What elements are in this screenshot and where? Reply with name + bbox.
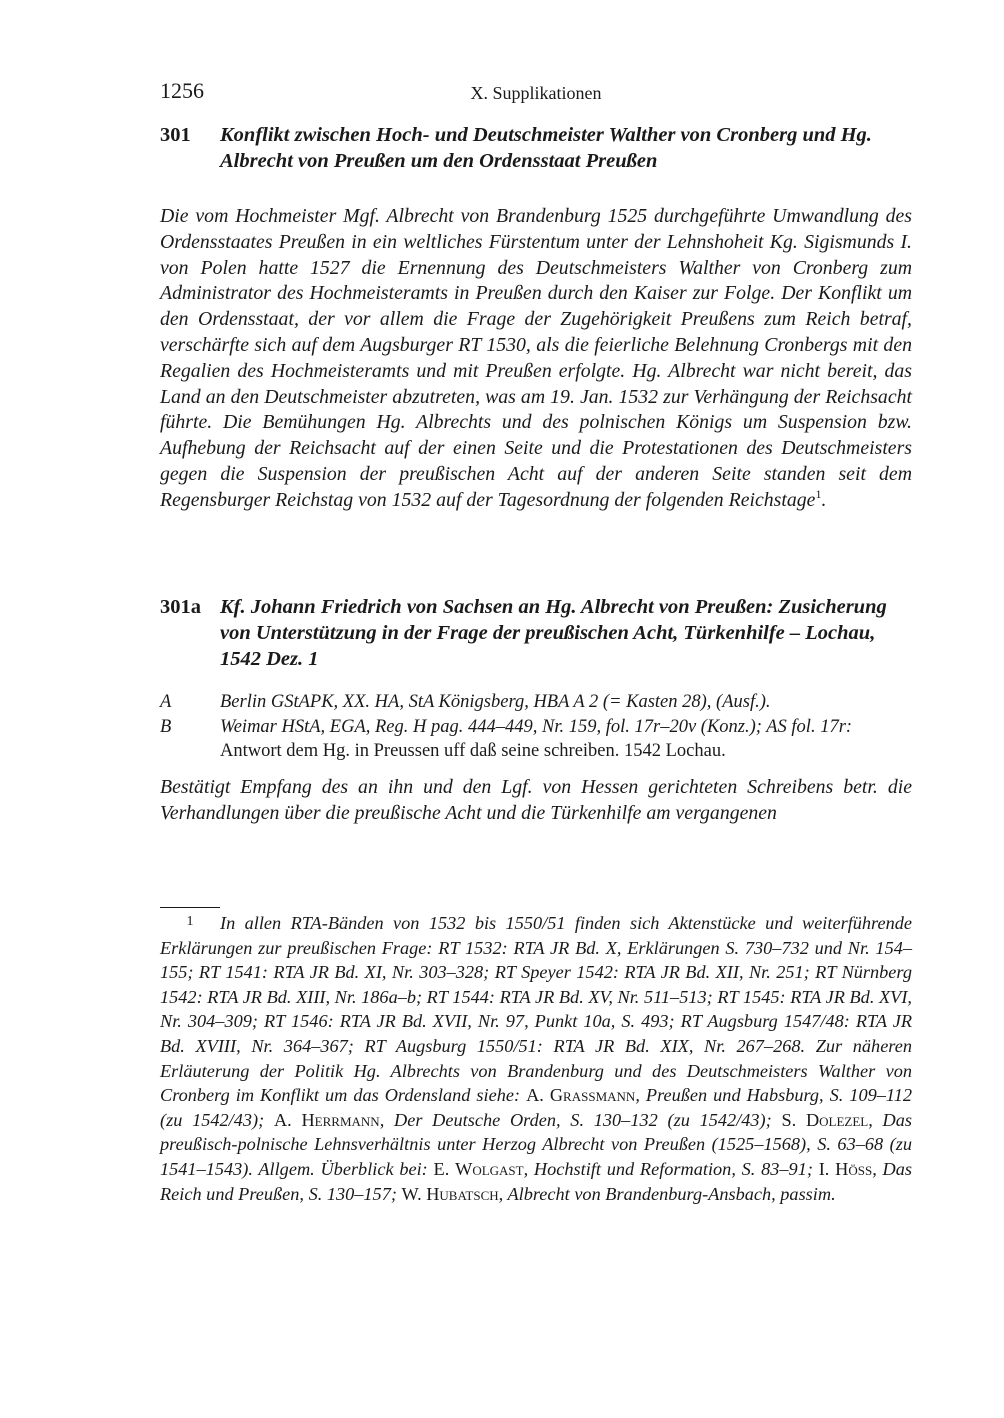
author-initial: W. [401,1183,427,1204]
summary-paragraph: Bestätigt Empfang des an ihn und den Lgf. von Hessen gerichteten Schreibens betr. die Verhandlungen über die preußische Acht und die Türkenhilfe am vergangenen [160,776,912,824]
author-name: Dolezel [805,1109,869,1130]
reference-title: , Der Deutsche Orden, S. 130–132 (zu 1542/43); [379,1109,782,1130]
reference-title: , Das Reich und Preußen, S. 130–157; [160,1158,912,1204]
reference-title: , Albrecht von Brandenburg-Ansbach, passim. [498,1183,836,1204]
author-name: Wolgast [455,1158,524,1179]
footnote-mark: 1 [186,914,194,929]
running-title: X. Supplikationen [470,83,602,103]
author-initial: A. [273,1109,302,1130]
footnote [160,910,912,1206]
reference-title: , Das preußisch-polnische Lehnsverhältnis unter Herzog Albrecht von Preußen (1525–1568), S. 63–68 (zu 1541–1543). Allgem. Überblick bei: [160,1109,913,1179]
source-text [220,715,912,763]
source-siglum: A [160,692,172,712]
running-head [160,78,912,108]
reference-title: , Hochstift und Reformation, S. 83–91; [523,1158,819,1179]
document-heading-301 [160,122,912,174]
author-name: Hubatsch [426,1183,499,1204]
footnote-text: In allen RTA-Bänden von 1532 bis 1550/51 finden sich Aktenstücke und weiterführende Erklärungen zur preußischen Frage: RT 1532: RTA JR Bd. X, Erklärungen S. 730–732 und Nr. 154–155; RT 1541: RTA JR Bd. XI, Nr. 303–328; RT Speyer 1542: RTA JR Bd. XII, Nr. 251; RT Nürnberg 1542: RTA JR Bd. XIII, Nr. 186a–b; RT 1544: RTA JR Bd. XV, Nr. 511–513; RT 1545: RTA JR Bd. XVI, Nr. 304–309; RT 1546: RTA JR Bd. XVII, Nr. 97, Punkt 10a, S. 493; RT Augsburg 1547/48: RTA JR Bd. XVIII, Nr. 364–367; RT Augsburg 1550/51: RTA JR Bd. XIX, Nr. 267–268. Zur näheren Erläuterung der Politik Hg. Albrechts von Brandenburg und des Deutschmeisters Walther von Cronberg im Konflikt um das Ordensland siehe: [160,913,912,1106]
author-name: Herrmann [301,1109,380,1130]
introduction-paragraph [160,204,912,514]
document-title: Kf. Johann Friedrich von Sachsen an Hg. Albrecht von Preußen: Zusicherung von Unterstützung in der Frage der preußischen Acht, Türkenhilfe – Lochau, 1542 Dez. 1 [220,596,887,670]
source-text: Berlin GStAPK, XX. HA, StA Königsberg, HBA A 2 (= Kasten 28), (Ausf.). [220,692,771,712]
author-initial: E. [433,1158,456,1179]
author-initial: I. [818,1158,836,1179]
document-heading-301a [160,594,912,672]
reference-title: , Preußen und Habsburg, S. 109–112 (zu 1542/43); [160,1085,912,1130]
introduction-end: . [821,488,827,511]
author-initial: S. [781,1109,806,1130]
source-text-roman: Antwort dem Hg. in Preussen uff daß seine schreiben. 1542 Lochau. [220,741,726,761]
source-entry [160,690,912,714]
document-number: 301a [160,596,201,618]
source-siglum: B [160,717,172,737]
page-number: 1256 [160,78,204,103]
document-title: Konflikt zwischen Hoch- und Deutschmeister Walther von Cronberg und Hg. Albrecht von Preußen um den Ordensstaat Preußen [220,124,872,172]
source-list [160,690,912,764]
introduction-text: Die vom Hochmeister Mgf. Albrecht von Brandenburg 1525 durchgeführte Umwandlung des Ordensstaates Preußen in ein weltliches Fürstentum unter der Lehnshoheit Kg. Sigismunds I. von Polen hatte 1527 die Ernennung des Deutschmeisters Walther von Cronberg zum Administrator des Hochmeisteramts in Preußen durch den Kaiser zur Folge. Der Konflikt um den Ordensstaat, der vor allem die Frage der Zugehörigkeit Preußens zum Reich betraf, verschärfte sich auf dem Augsburger RT 1530, als die feierliche Belehnung Cronbergs mit den Regalien des Hochmeisteramts und mit Preußen erfolgte. Hg. Albrecht war nicht bereit, das Land an den Deutschmeister abzutreten, was am 19. Jan. 1532 zur Verhängung der Reichsacht führte. Die Bemühungen Hg. Albrechts und des polnischen Königs um Suspension bzw. Aufhebung der Reichsacht auf der einen Seite und die Protestationen des Deutschmeisters gegen die Suspension der preußischen Acht auf der anderen Seite standen seit dem Regensburger Reichstag von 1532 auf der Tagesordnung der folgenden Reichstage [160,205,912,511]
source-text-italic: Weimar HStA, EGA, Reg. H pag. 444–449, Nr. 159, fol. 17r–20v (Konz.); AS fol. 17r: [220,717,853,737]
footnote-rule [160,907,220,908]
author-name: Graßmann [549,1085,636,1106]
author-name: Höß [835,1158,873,1179]
source-entry [160,715,912,763]
document-number: 301 [160,124,191,146]
footnote-reference: 1 [815,486,822,501]
author-initial: A. [526,1085,550,1106]
